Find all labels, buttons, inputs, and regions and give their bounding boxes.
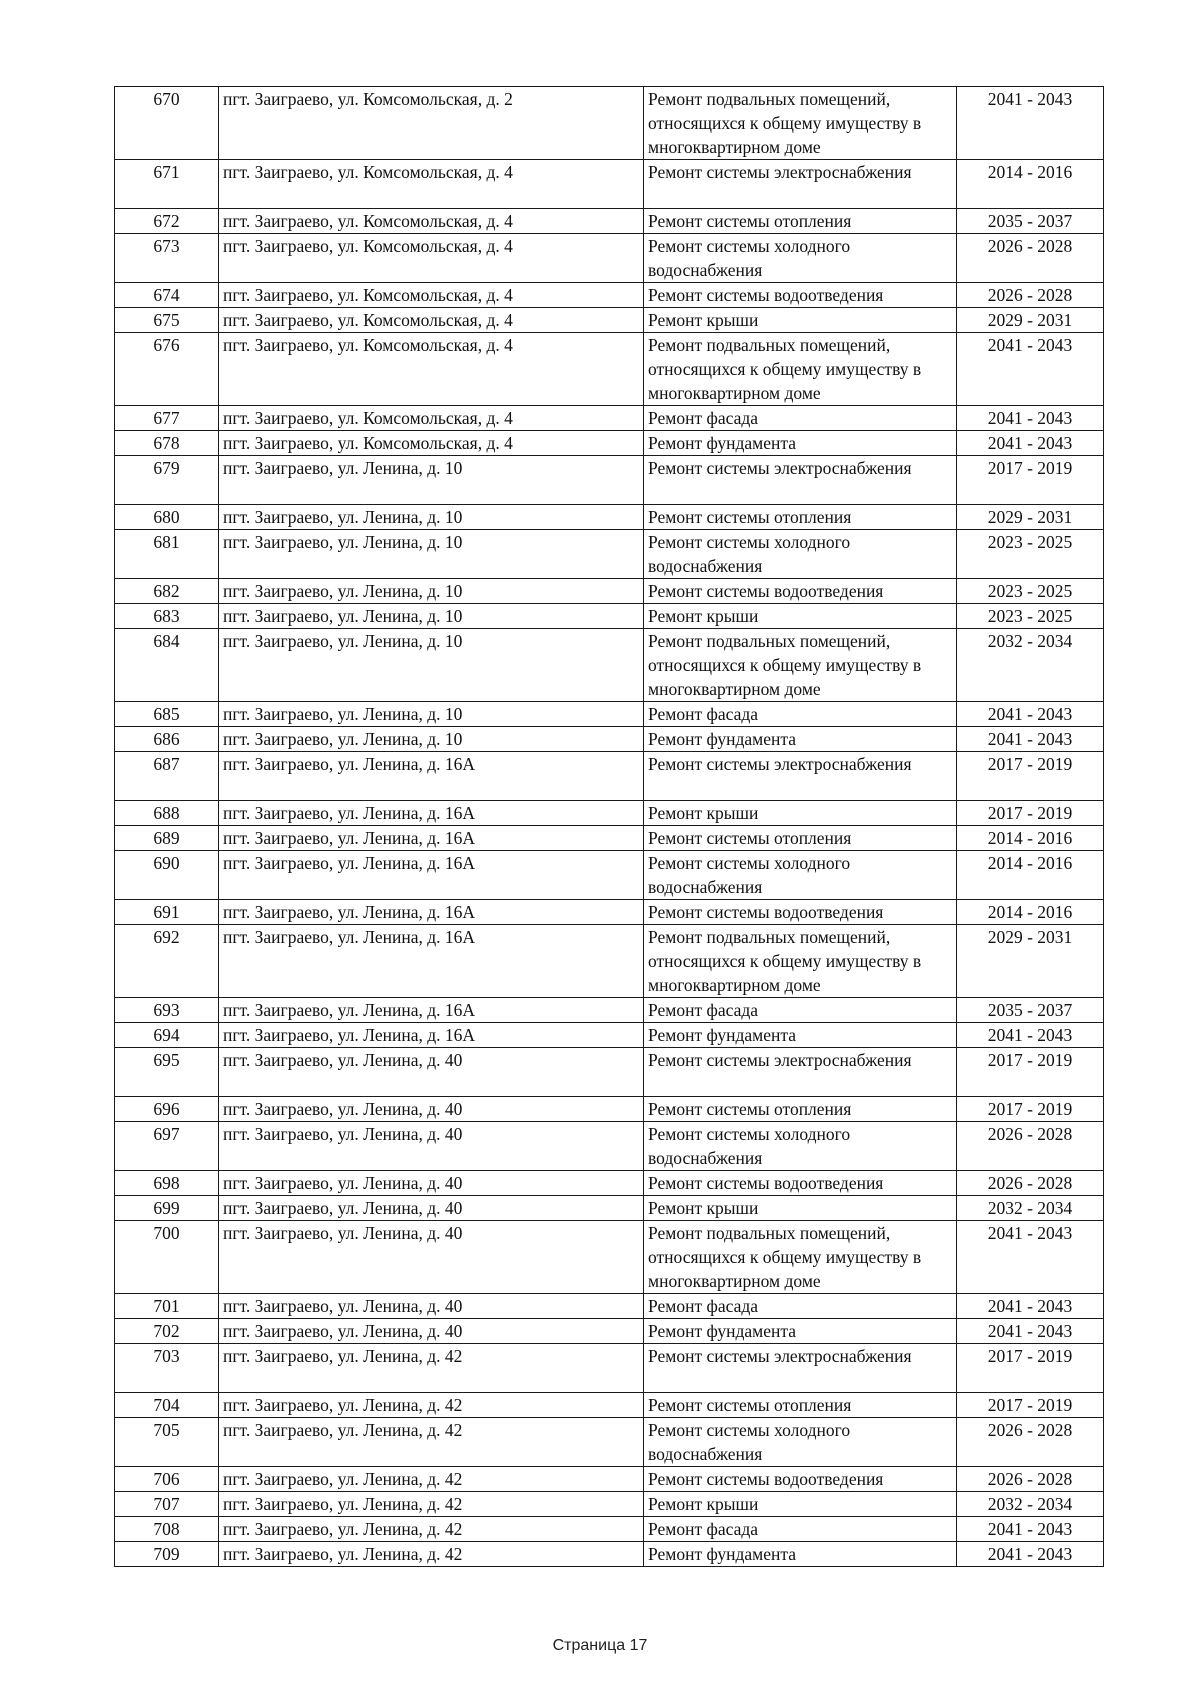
table-row [115, 925, 1104, 998]
work-type-cell: Ремонт крыши [644, 1196, 957, 1221]
period-cell: 2029 - 2031 [957, 505, 1104, 530]
period-cell: 2017 - 2019 [957, 1048, 1104, 1097]
period-cell: 2041 - 2043 [957, 727, 1104, 752]
period-cell: 2041 - 2043 [957, 406, 1104, 431]
address-cell: пгт. Заиграево, ул. Ленина, д. 16А [219, 801, 644, 826]
work-type-cell: Ремонт системы отопления [644, 826, 957, 851]
period-cell: 2017 - 2019 [957, 1344, 1104, 1393]
work-type-cell: Ремонт системы отопления [644, 1393, 957, 1418]
table-row [115, 604, 1104, 629]
period-cell: 2035 - 2037 [957, 209, 1104, 234]
repair-schedule-table [114, 86, 1104, 1567]
table-row [115, 1393, 1104, 1418]
page-number: Страница 17 [552, 1637, 648, 1654]
period-cell: 2041 - 2043 [957, 431, 1104, 456]
table-row [115, 431, 1104, 456]
row-number-cell: 697 [115, 1122, 219, 1171]
address-cell: пгт. Заиграево, ул. Ленина, д. 42 [219, 1542, 644, 1567]
period-cell: 2026 - 2028 [957, 1418, 1104, 1467]
row-number-cell: 698 [115, 1171, 219, 1196]
work-type-cell: Ремонт системы электроснабжения [644, 1048, 957, 1097]
row-number-cell: 703 [115, 1344, 219, 1393]
table-row [115, 234, 1104, 283]
table-row [115, 727, 1104, 752]
table-row [115, 1221, 1104, 1294]
row-number-cell: 693 [115, 998, 219, 1023]
address-cell: пгт. Заиграево, ул. Ленина, д. 40 [219, 1097, 644, 1122]
address-cell: пгт. Заиграево, ул. Ленина, д. 42 [219, 1467, 644, 1492]
address-cell: пгт. Заиграево, ул. Ленина, д. 40 [219, 1221, 644, 1294]
address-cell: пгт. Заиграево, ул. Ленина, д. 16А [219, 925, 644, 998]
table-row [115, 1418, 1104, 1467]
work-type-cell: Ремонт фасада [644, 702, 957, 727]
work-type-cell: Ремонт крыши [644, 308, 957, 333]
row-number-cell: 687 [115, 752, 219, 801]
work-type-cell: Ремонт системы электроснабжения [644, 1344, 957, 1393]
work-type-cell: Ремонт системы водоотведения [644, 900, 957, 925]
work-type-cell: Ремонт фундамента [644, 1023, 957, 1048]
address-cell: пгт. Заиграево, ул. Ленина, д. 40 [219, 1048, 644, 1097]
work-type-cell: Ремонт системы отопления [644, 1097, 957, 1122]
table-row [115, 1517, 1104, 1542]
table-row [115, 1097, 1104, 1122]
period-cell: 2023 - 2025 [957, 579, 1104, 604]
row-number-cell: 677 [115, 406, 219, 431]
row-number-cell: 707 [115, 1492, 219, 1517]
period-cell: 2041 - 2043 [957, 1542, 1104, 1567]
work-type-cell: Ремонт системы холодного водоснабжения [644, 1122, 957, 1171]
table-row [115, 1492, 1104, 1517]
address-cell: пгт. Заиграево, ул. Ленина, д. 16А [219, 826, 644, 851]
work-type-cell: Ремонт системы водоотведения [644, 283, 957, 308]
period-cell: 2014 - 2016 [957, 900, 1104, 925]
work-type-cell: Ремонт подвальных помещений, относящихся к общему имуществу в многоквартирном доме [644, 629, 957, 702]
table-body [115, 87, 1104, 1567]
table-row [115, 1122, 1104, 1171]
work-type-cell: Ремонт фасада [644, 1517, 957, 1542]
period-cell: 2035 - 2037 [957, 998, 1104, 1023]
work-type-cell: Ремонт системы холодного водоснабжения [644, 234, 957, 283]
period-cell: 2041 - 2043 [957, 1319, 1104, 1344]
table-row [115, 851, 1104, 900]
table-row [115, 998, 1104, 1023]
work-type-cell: Ремонт системы водоотведения [644, 579, 957, 604]
table-row [115, 333, 1104, 406]
address-cell: пгт. Заиграево, ул. Комсомольская, д. 4 [219, 234, 644, 283]
work-type-cell: Ремонт подвальных помещений, относящихся к общему имуществу в многоквартирном доме [644, 87, 957, 160]
address-cell: пгт. Заиграево, ул. Ленина, д. 16А [219, 998, 644, 1023]
address-cell: пгт. Заиграево, ул. Ленина, д. 16А [219, 851, 644, 900]
work-type-cell: Ремонт фасада [644, 406, 957, 431]
address-cell: пгт. Заиграево, ул. Комсомольская, д. 4 [219, 333, 644, 406]
address-cell: пгт. Заиграево, ул. Комсомольская, д. 4 [219, 406, 644, 431]
row-number-cell: 705 [115, 1418, 219, 1467]
row-number-cell: 701 [115, 1294, 219, 1319]
table-row [115, 1171, 1104, 1196]
address-cell: пгт. Заиграево, ул. Ленина, д. 10 [219, 530, 644, 579]
table-row [115, 505, 1104, 530]
row-number-cell: 679 [115, 456, 219, 505]
row-number-cell: 689 [115, 826, 219, 851]
period-cell: 2041 - 2043 [957, 333, 1104, 406]
period-cell: 2032 - 2034 [957, 1492, 1104, 1517]
address-cell: пгт. Заиграево, ул. Ленина, д. 16А [219, 1023, 644, 1048]
period-cell: 2026 - 2028 [957, 283, 1104, 308]
work-type-cell: Ремонт подвальных помещений, относящихся к общему имуществу в многоквартирном доме [644, 1221, 957, 1294]
row-number-cell: 699 [115, 1196, 219, 1221]
row-number-cell: 702 [115, 1319, 219, 1344]
row-number-cell: 691 [115, 900, 219, 925]
table-row [115, 456, 1104, 505]
address-cell: пгт. Заиграево, ул. Ленина, д. 10 [219, 579, 644, 604]
row-number-cell: 684 [115, 629, 219, 702]
period-cell: 2026 - 2028 [957, 1171, 1104, 1196]
row-number-cell: 670 [115, 87, 219, 160]
period-cell: 2041 - 2043 [957, 87, 1104, 160]
address-cell: пгт. Заиграево, ул. Комсомольская, д. 4 [219, 160, 644, 209]
table-row [115, 1319, 1104, 1344]
work-type-cell: Ремонт фундамента [644, 1542, 957, 1567]
row-number-cell: 680 [115, 505, 219, 530]
period-cell: 2017 - 2019 [957, 1393, 1104, 1418]
row-number-cell: 671 [115, 160, 219, 209]
row-number-cell: 672 [115, 209, 219, 234]
work-type-cell: Ремонт фундамента [644, 431, 957, 456]
period-cell: 2041 - 2043 [957, 1023, 1104, 1048]
work-type-cell: Ремонт системы электроснабжения [644, 752, 957, 801]
address-cell: пгт. Заиграево, ул. Ленина, д. 42 [219, 1517, 644, 1542]
period-cell: 2041 - 2043 [957, 1294, 1104, 1319]
table-row [115, 702, 1104, 727]
row-number-cell: 673 [115, 234, 219, 283]
address-cell: пгт. Заиграево, ул. Комсомольская, д. 4 [219, 431, 644, 456]
table-row [115, 801, 1104, 826]
row-number-cell: 683 [115, 604, 219, 629]
period-cell: 2041 - 2043 [957, 702, 1104, 727]
period-cell: 2017 - 2019 [957, 801, 1104, 826]
table-row [115, 826, 1104, 851]
period-cell: 2017 - 2019 [957, 752, 1104, 801]
address-cell: пгт. Заиграево, ул. Комсомольская, д. 2 [219, 87, 644, 160]
work-type-cell: Ремонт крыши [644, 604, 957, 629]
period-cell: 2023 - 2025 [957, 604, 1104, 629]
work-type-cell: Ремонт фундамента [644, 1319, 957, 1344]
row-number-cell: 709 [115, 1542, 219, 1567]
address-cell: пгт. Заиграево, ул. Ленина, д. 40 [219, 1171, 644, 1196]
address-cell: пгт. Заиграево, ул. Ленина, д. 10 [219, 456, 644, 505]
work-type-cell: Ремонт фасада [644, 1294, 957, 1319]
period-cell: 2023 - 2025 [957, 530, 1104, 579]
row-number-cell: 708 [115, 1517, 219, 1542]
work-type-cell: Ремонт системы отопления [644, 209, 957, 234]
work-type-cell: Ремонт системы водоотведения [644, 1467, 957, 1492]
row-number-cell: 682 [115, 579, 219, 604]
address-cell: пгт. Заиграево, ул. Ленина, д. 42 [219, 1418, 644, 1467]
table-row [115, 1023, 1104, 1048]
address-cell: пгт. Заиграево, ул. Ленина, д. 10 [219, 629, 644, 702]
work-type-cell: Ремонт подвальных помещений, относящихся к общему имуществу в многоквартирном доме [644, 925, 957, 998]
address-cell: пгт. Заиграево, ул. Ленина, д. 42 [219, 1492, 644, 1517]
table-row [115, 1196, 1104, 1221]
table-row [115, 629, 1104, 702]
row-number-cell: 681 [115, 530, 219, 579]
table-row [115, 209, 1104, 234]
work-type-cell: Ремонт крыши [644, 801, 957, 826]
row-number-cell: 694 [115, 1023, 219, 1048]
address-cell: пгт. Заиграево, ул. Ленина, д. 10 [219, 727, 644, 752]
address-cell: пгт. Заиграево, ул. Комсомольская, д. 4 [219, 209, 644, 234]
table-row [115, 1294, 1104, 1319]
period-cell: 2014 - 2016 [957, 851, 1104, 900]
address-cell: пгт. Заиграево, ул. Ленина, д. 40 [219, 1294, 644, 1319]
address-cell: пгт. Заиграево, ул. Ленина, д. 10 [219, 702, 644, 727]
work-type-cell: Ремонт фундамента [644, 727, 957, 752]
work-type-cell: Ремонт системы холодного водоснабжения [644, 1418, 957, 1467]
address-cell: пгт. Заиграево, ул. Ленина, д. 40 [219, 1122, 644, 1171]
address-cell: пгт. Заиграево, ул. Ленина, д. 16А [219, 900, 644, 925]
table-row [115, 579, 1104, 604]
address-cell: пгт. Заиграево, ул. Ленина, д. 16А [219, 752, 644, 801]
row-number-cell: 686 [115, 727, 219, 752]
work-type-cell: Ремонт подвальных помещений, относящихся к общему имуществу в многоквартирном доме [644, 333, 957, 406]
address-cell: пгт. Заиграево, ул. Комсомольская, д. 4 [219, 283, 644, 308]
work-type-cell: Ремонт системы холодного водоснабжения [644, 530, 957, 579]
period-cell: 2029 - 2031 [957, 925, 1104, 998]
period-cell: 2014 - 2016 [957, 160, 1104, 209]
period-cell: 2026 - 2028 [957, 1122, 1104, 1171]
row-number-cell: 685 [115, 702, 219, 727]
table-row [115, 1542, 1104, 1567]
address-cell: пгт. Заиграево, ул. Ленина, д. 10 [219, 604, 644, 629]
table-row [115, 530, 1104, 579]
period-cell: 2014 - 2016 [957, 826, 1104, 851]
period-cell: 2041 - 2043 [957, 1517, 1104, 1542]
period-cell: 2032 - 2034 [957, 629, 1104, 702]
row-number-cell: 675 [115, 308, 219, 333]
table-row [115, 752, 1104, 801]
table-row [115, 1048, 1104, 1097]
address-cell: пгт. Заиграево, ул. Ленина, д. 42 [219, 1344, 644, 1393]
table-row [115, 900, 1104, 925]
work-type-cell: Ремонт системы электроснабжения [644, 160, 957, 209]
row-number-cell: 695 [115, 1048, 219, 1097]
period-cell: 2032 - 2034 [957, 1196, 1104, 1221]
work-type-cell: Ремонт фасада [644, 998, 957, 1023]
address-cell: пгт. Заиграево, ул. Комсомольская, д. 4 [219, 308, 644, 333]
period-cell: 2017 - 2019 [957, 456, 1104, 505]
row-number-cell: 678 [115, 431, 219, 456]
table-row [115, 160, 1104, 209]
table-row [115, 1344, 1104, 1393]
row-number-cell: 692 [115, 925, 219, 998]
row-number-cell: 706 [115, 1467, 219, 1492]
period-cell: 2017 - 2019 [957, 1097, 1104, 1122]
row-number-cell: 696 [115, 1097, 219, 1122]
work-type-cell: Ремонт крыши [644, 1492, 957, 1517]
period-cell: 2026 - 2028 [957, 1467, 1104, 1492]
address-cell: пгт. Заиграево, ул. Ленина, д. 40 [219, 1196, 644, 1221]
row-number-cell: 676 [115, 333, 219, 406]
table-row [115, 283, 1104, 308]
table-row [115, 87, 1104, 160]
table-row [115, 406, 1104, 431]
row-number-cell: 704 [115, 1393, 219, 1418]
work-type-cell: Ремонт системы отопления [644, 505, 957, 530]
table-row [115, 1467, 1104, 1492]
address-cell: пгт. Заиграево, ул. Ленина, д. 42 [219, 1393, 644, 1418]
work-type-cell: Ремонт системы холодного водоснабжения [644, 851, 957, 900]
address-cell: пгт. Заиграево, ул. Ленина, д. 40 [219, 1319, 644, 1344]
work-type-cell: Ремонт системы электроснабжения [644, 456, 957, 505]
period-cell: 2041 - 2043 [957, 1221, 1104, 1294]
work-type-cell: Ремонт системы водоотведения [644, 1171, 957, 1196]
row-number-cell: 690 [115, 851, 219, 900]
period-cell: 2026 - 2028 [957, 234, 1104, 283]
row-number-cell: 674 [115, 283, 219, 308]
address-cell: пгт. Заиграево, ул. Ленина, д. 10 [219, 505, 644, 530]
period-cell: 2029 - 2031 [957, 308, 1104, 333]
row-number-cell: 700 [115, 1221, 219, 1294]
table-row [115, 308, 1104, 333]
row-number-cell: 688 [115, 801, 219, 826]
